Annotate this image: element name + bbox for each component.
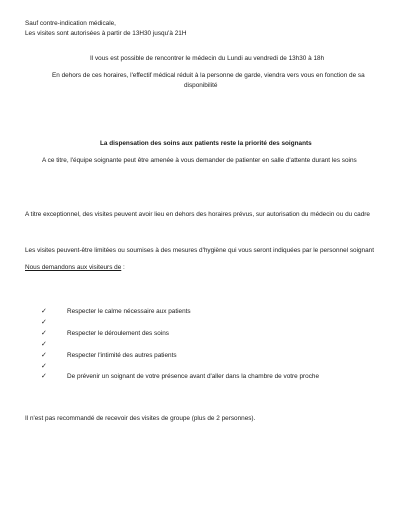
- header-line-1: Sauf contre-indication médicale,: [25, 20, 116, 27]
- waiting-room-text: A ce titre, l'équipe soignante peut être amenée à vous demander de patienter en salle d'attente durant les soins: [42, 157, 357, 164]
- outside-hours-text-1: En dehors de ces horaires, l'effectif médical réduit à la personne de garde, viendra vers vous en fonction de sa: [52, 72, 365, 79]
- list-item-label: Respecter le déroulement des soins: [67, 330, 169, 337]
- checkmark-icon: ✓: [41, 330, 47, 337]
- doctor-hours-text: Il vous est possible de rencontrer le médecin du Lundi au vendredi de 13h30 à 18h: [90, 55, 325, 62]
- checkmark-icon: ✓: [41, 363, 47, 370]
- exceptional-visits-text: A titre exceptionnel, des visites peuvent avoir lieu en dehors des horaires prévus, sur autorisation du médecin ou du cadre: [25, 211, 370, 218]
- list-item: [41, 330, 169, 337]
- list-item-label: De prévenir un soignant de votre présence avant d'aller dans la chambre de votre proche: [67, 373, 320, 380]
- list-item: [41, 308, 191, 315]
- outside-hours-text-2: disponibilité: [184, 82, 218, 89]
- checkmark-icon: ✓: [41, 341, 47, 348]
- care-priority-heading: La dispensation des soins aux patients reste la priorité des soignants: [100, 140, 312, 147]
- list-item: [41, 341, 67, 348]
- checkmark-icon: ✓: [41, 373, 47, 380]
- checkmark-icon: ✓: [41, 308, 47, 315]
- checkmark-icon: ✓: [41, 319, 47, 326]
- list-item: [41, 352, 177, 359]
- hygiene-text: Les visites peuvent-être limitées ou soumises à des mesures d'hygiène qui vous seront indiquées par le personnel soignant: [25, 247, 374, 254]
- checkmark-icon: ✓: [41, 352, 47, 359]
- header-line-2: Les visites sont autorisées à partir de 13H30 jusqu'à 21H: [25, 30, 187, 37]
- visitors-heading: [25, 265, 125, 271]
- list-item-label: Respecter le calme nécessaire aux patients: [67, 308, 191, 315]
- list-item-label: Respecter l'intimité des autres patients: [67, 352, 177, 359]
- list-item: [41, 363, 67, 370]
- visitors-heading-label: Nous demandons aux visiteurs de: [25, 264, 122, 271]
- list-item: [41, 319, 67, 326]
- visitors-heading-suffix: :: [121, 264, 125, 271]
- group-visits-text: Il n'est pas recommandé de recevoir des visites de groupe (plus de 2 personnes).: [25, 415, 256, 422]
- list-item: [41, 373, 319, 380]
